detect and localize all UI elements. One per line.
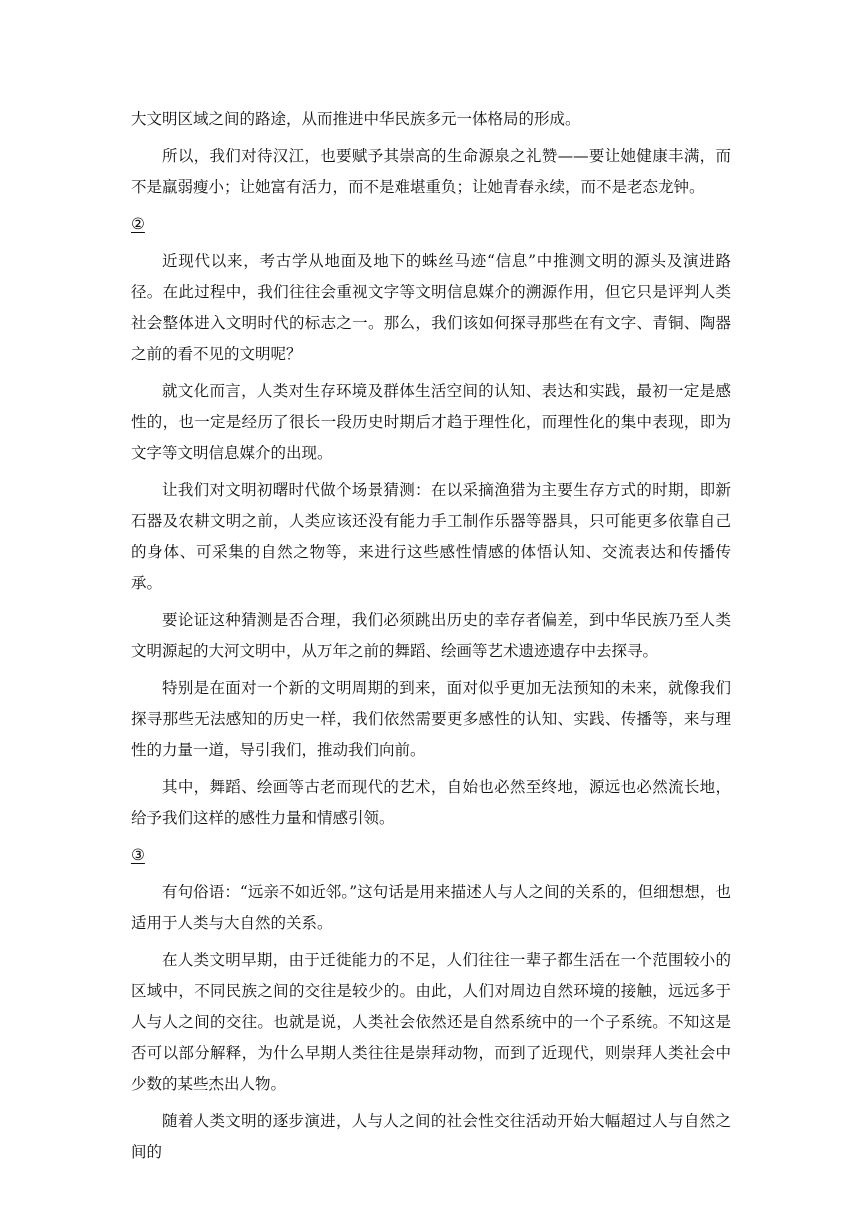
paragraph-culture-perception: 就文化而言，人类对生存环境及群体生活空间的认知、表达和实践，最初一定是感性的，也一定是经历了很长一段历史时期后才趋于理性化，而理性化的集中表现，即为文字等文明信息媒介的出现。 bbox=[131, 382, 731, 462]
paragraph-continuation: 大文明区域之间的路途，从而推进中华民族多元一体格局的形成。 bbox=[131, 110, 581, 128]
section-marker-3 bbox=[131, 840, 731, 871]
paragraph-proverb: 有句俗语：“远亲不如近邻。”这句话是用来描述人与人之间的关系的，但细想想，也适用于人类与大自然的关系。 bbox=[131, 883, 731, 932]
paragraph-scene-guess: 让我们对文明初曙时代做个场景猜测：在以采摘渔猎为主要生存方式的时期，即新石器及农耕文明之前，人类应该还没有能力手工制作乐器等器具，只可能更多依靠自己的身体、可采集的自然之物等，来进行这些感性情感的体悟认知、交流表达和传播传承。 bbox=[131, 481, 731, 592]
paragraph-hanjiang-conclusion: 所以，我们对待汉江，也要赋予其崇高的生命源泉之礼赞——要让她健康丰满，而不是羸弱瘦小；让她富有活力，而不是难堪重负；让她青春永续，而不是老态龙钟。 bbox=[131, 147, 731, 196]
paragraph-new-civilization-cycle: 特别是在面对一个新的文明周期的到来，面对似乎更加无法预知的未来，就像我们探寻那些无法感知的历史一样，我们依然需要更多感性的认知、实践、传播等，来与理性的力量一道，导引我们，推动我们向前。 bbox=[131, 679, 731, 759]
paragraph-verification: 要论证这种猜测是否合理，我们必须跳出历史的幸存者偏差，到中华民族乃至人类文明源起的大河文明中，从万年之前的舞蹈、绘画等艺术遗迹遗存中去探寻。 bbox=[131, 611, 731, 660]
document-body bbox=[131, 104, 731, 1174]
paragraph-civilization-evolution: 随着人类文明的逐步演进，人与人之间的社会性交往活动开始大幅超过人与自然之间的 bbox=[131, 1112, 731, 1161]
section-marker-2-label: ② bbox=[131, 215, 145, 233]
section-marker-3-label: ③ bbox=[131, 846, 145, 864]
paragraph-archaeology: 近现代以来，考古学从地面及地下的蛛丝马迹“信息”中推测文明的源头及演进路径。在此过程中，我们往往会重视文字等文明信息媒介的溯源作用，但它只是评判人类社会整体进入文明时代的标志之一。那么，我们该如何探寻那些在有文字、青铜、陶器之前的看不见的文明呢？ bbox=[131, 252, 731, 363]
section-marker-2 bbox=[131, 209, 731, 240]
paragraph-early-civilization: 在人类文明早期，由于迁徙能力的不足，人们往往一辈子都生活在一个范围较小的区域中，不同民族之间的交往是较少的。由此，人们对周边自然环境的接触，远远多于人与人之间的交往。也就是说，人类社会依然还是自然系统中的一个子系统。不知这是否可以部分解释，为什么早期人类往往是崇拜动物，而到了近现代，则崇拜人类社会中少数的某些杰出人物。 bbox=[131, 951, 731, 1093]
paragraph-art-guidance: 其中，舞蹈、绘画等古老而现代的艺术，自始也必然至终地，源远也必然流长地，给予我们这样的感性力量和情感引领。 bbox=[131, 778, 731, 827]
